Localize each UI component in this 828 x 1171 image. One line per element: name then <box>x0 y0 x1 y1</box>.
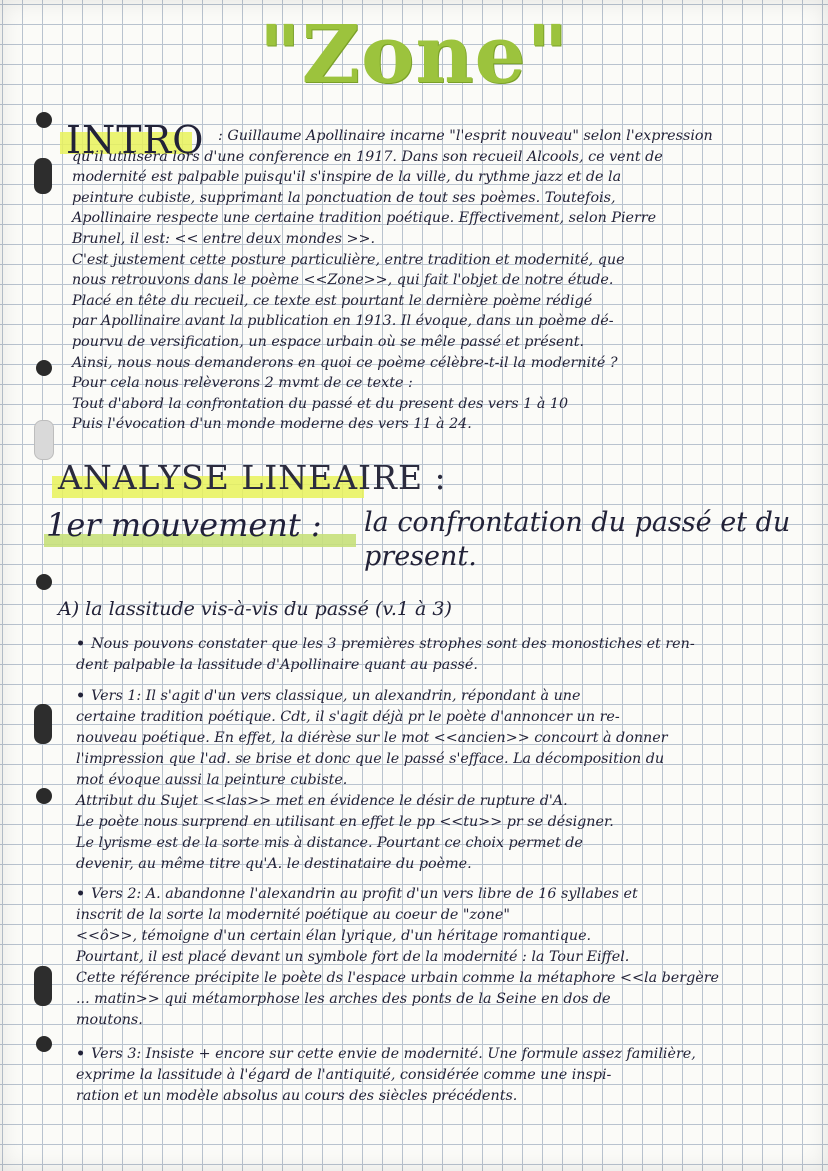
intro-line: C'est justement cette posture particulière, entre tradition et modernité, que <box>72 251 625 268</box>
bullet-text: Vers 3: Insiste + encore sur cette envie de modernité. Une formule assez familière, <box>91 1046 696 1062</box>
bullet-item <box>76 884 810 1031</box>
bullet-item <box>76 1044 810 1107</box>
bullet-line: dent palpable la lassitude d'Apollinaire quant au passé. <box>76 657 478 673</box>
bullet-line: moutons. <box>76 1012 143 1028</box>
bullet-line: exprime la lassitude à l'égard de l'antiquité, considérée comme une inspi- <box>76 1067 612 1083</box>
bullet-line: ration et un modèle absolus au cours des siècles précédents. <box>76 1088 518 1104</box>
binder-hole <box>36 360 52 376</box>
bullet-line: Pourtant, il est placé devant un symbole fort de la modernité : la Tour Eiffel. <box>76 949 630 965</box>
binder-hole <box>34 158 52 194</box>
bullet-text: Vers 1: Il s'agit d'un vers classique, un alexandrin, répondant à une <box>91 688 581 704</box>
binder-hole <box>34 966 52 1006</box>
bullet-line: Attribut du Sujet <<las>> met en évidence le désir de rupture d'A. <box>76 793 568 809</box>
page-title: "Zone" <box>258 7 570 101</box>
bullet-line <box>76 634 810 655</box>
bullet-item <box>76 634 810 676</box>
analyse-heading: ANALYSE LINEAIRE : <box>58 458 447 497</box>
intro-line: Pour cela nous relèverons 2 mvmt de ce texte : <box>72 375 413 392</box>
bullet-line: Cette référence précipite le poète ds l'espace urbain comme la métaphore <<la bergère <box>76 970 719 986</box>
intro-line: Brunel, il est: << entre deux mondes >>. <box>72 230 376 247</box>
binder-hole <box>36 788 52 804</box>
bullet-dot-icon: • <box>76 1046 86 1062</box>
bullet-dot-icon: • <box>76 688 86 704</box>
bullet-line <box>76 884 810 905</box>
intro-line: Tout d'abord la confrontation du passé et du present des vers 1 à 10 <box>72 395 569 412</box>
bullet-line: <<ô>>, témoigne d'un certain élan lyrique, d'un héritage romantique. <box>76 928 592 944</box>
intro-line: : Guillaume Apollinaire incarne "l'esprit nouveau" selon l'expression <box>218 128 713 144</box>
intro-paragraph <box>72 126 812 435</box>
intro-line: Puis l'évocation d'un monde moderne des vers 11 à 24. <box>72 416 472 433</box>
bullet-line: nouveau poétique. En effet, la diérèse sur le mot <<ancien>> concourt à donner <box>76 730 668 746</box>
bullet-dot-icon: • <box>76 886 86 902</box>
intro-line: par Apollinaire avant la publication en 1913. Il évoque, dans un poème dé- <box>72 313 614 330</box>
bullet-line: mot évoque aussi la peinture cubiste. <box>76 772 348 788</box>
intro-line: qu'il utilisera lors d'une conference en 1917. Dans son recueil Alcools, ce vent de <box>72 148 663 165</box>
intro-line: Ainsi, nous nous demanderons en quoi ce poème célèbre-t-il la modernité ? <box>72 354 618 371</box>
bullet-line <box>76 686 810 707</box>
bullet-line: l'impression que l'ad. se brise et donc que le passé s'efface. La décomposition du <box>76 751 665 767</box>
movement-heading: 1er mouvement : <box>46 506 322 544</box>
bullet-line: certaine tradition poétique. Cdt, il s'agit déjà pr le poète d'annoncer un re- <box>76 709 620 725</box>
intro-line: nous retrouvons dans le poème <<Zone>>, qui fait l'objet de notre étude. <box>72 272 614 289</box>
binder-hole <box>34 420 54 460</box>
bullet-line: devenir, au même titre qu'A. le destinataire du poème. <box>76 856 472 872</box>
section-heading: A) la lassitude vis-à-vis du passé (v.1 à 3) <box>58 598 452 620</box>
binder-hole <box>36 112 52 128</box>
bullet-dot-icon: • <box>76 636 86 652</box>
bullet-line: inscrit de la sorte la modernité poétique au coeur de "zone" <box>76 907 510 923</box>
intro-heading: INTRO <box>66 118 205 162</box>
binder-hole <box>34 704 52 744</box>
binder-hole <box>36 574 52 590</box>
intro-line: Placé en tête du recueil, ce texte est pourtant le dernière poème rédigé <box>72 292 593 309</box>
intro-line: Apollinaire respecte une certaine tradition poétique. Effectivement, selon Pierre <box>72 210 657 227</box>
intro-line: modernité est palpable puisqu'il s'inspire de la ville, du rythme jazz et de la <box>72 169 622 186</box>
bullet-text: Nous pouvons constater que les 3 premières strophes sont des monostiches et ren- <box>91 636 695 652</box>
bullet-line: Le lyrisme est de la sorte mis à distance. Pourtant ce choix permet de <box>76 835 583 851</box>
bullet-item <box>76 686 810 875</box>
bullet-line: ... matin>> qui métamorphose les arches des ponts de la Seine en dos de <box>76 991 611 1007</box>
bullet-line: Le poète nous surprend en utilisant en effet le pp <<tu>> pr se désigner. <box>76 814 614 830</box>
bullet-text: Vers 2: A. abandonne l'alexandrin au profit d'un vers libre de 16 syllabes et <box>91 886 638 902</box>
intro-line: peinture cubiste, supprimant la ponctuation de tout ses poèmes. Toutefois, <box>72 189 616 206</box>
intro-line: pourvu de versification, un espace urbain où se mêle passé et présent. <box>72 333 584 350</box>
movement-title: la confrontation du passé et du present. <box>364 507 791 572</box>
binder-hole <box>36 1036 52 1052</box>
bullet-line <box>76 1044 810 1065</box>
